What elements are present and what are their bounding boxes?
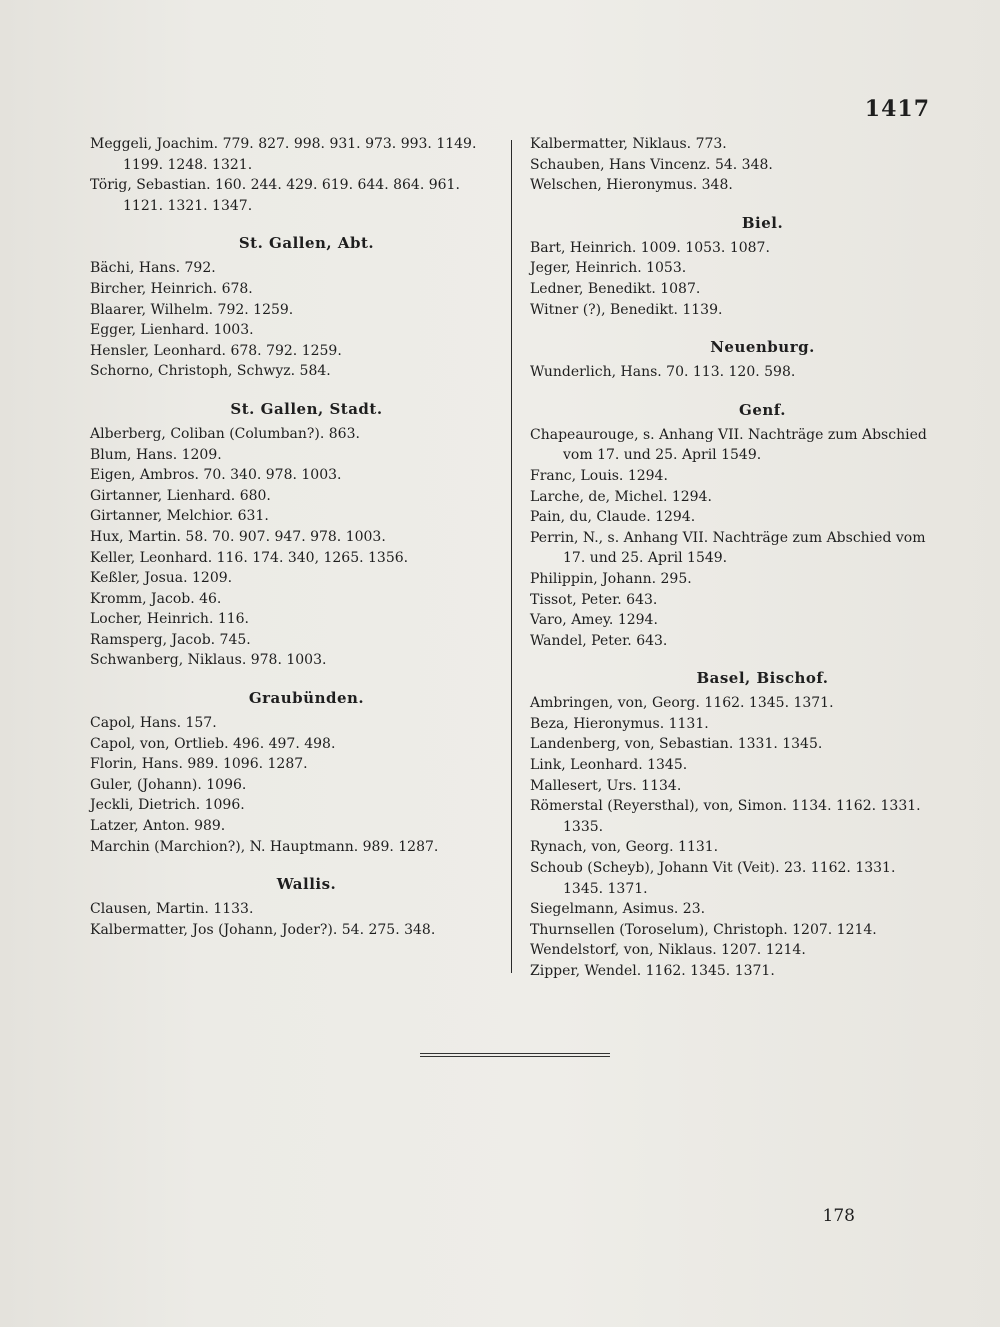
index-entry: Latzer, Anton. 989. (90, 818, 226, 835)
index-entry: Hux, Martin. 58. 70. 907. 947. 978. 1003. (90, 528, 386, 545)
index-entry: Kalbermatter, Niklaus. 773. (530, 136, 727, 152)
index-entry: Zipper, Wendel. 1162. 1345. 1371. (530, 963, 775, 979)
index-entry: Link, Leonhard. 1345. (530, 757, 688, 774)
index-entry: Landenberg, von, Sebastian. 1331. 1345. (530, 736, 823, 753)
section-heading: Graubünden. (248, 689, 365, 708)
signature-number: 178 (822, 1206, 855, 1226)
index-entry: Beza, Hieronymus. 1131. (530, 715, 709, 732)
index-entry: Schauben, Hans Vincenz. 54. 348. (530, 156, 773, 173)
index-entry: Girtanner, Melchior. 631. (90, 508, 269, 525)
index-entry: Girtanner, Lienhard. 680. (90, 487, 271, 504)
index-entry: Thurnsellen (Toroselum), Christoph. 1207. 1214. (530, 921, 877, 938)
index-entry: Welschen, Hieronymus. 348. (530, 177, 733, 194)
index-entry: Alberberg, Coliban (Columban?). 863. (90, 425, 360, 442)
index-entry: Schoub (Scheyb), Johann Vit (Veit). 23. 1162. 1331. 1345. 1371. (530, 860, 896, 897)
index-entry: Törig, Sebastian. 160. 244. 429. 619. 644. 864. 961. 1121. 1321. 1347. (90, 177, 460, 214)
index-entry: Varo, Amey. 1294. (530, 612, 658, 629)
section-heading: Wallis. (276, 875, 337, 894)
section-heading: St. Gallen, Stadt. (230, 399, 383, 418)
index-entry: Eigen, Ambros. 70. 340. 978. 1003. (90, 467, 342, 484)
index-entry: Marchin (Marchion?), N. Hauptmann. 989. 1287. (90, 838, 439, 855)
index-entry: Chapeaurouge, s. Anhang VII. Nachträge zum Abschied vom 17. und 25. April 1549. (530, 426, 927, 464)
index-entry: Kalbermatter, Jos (Johann, Joder?). 54. 275. 348. (90, 921, 436, 938)
index-entry: Bächi, Hans. 792. (90, 260, 216, 277)
index-entry: Schwanberg, Niklaus. 978. 1003. (90, 652, 327, 669)
left-column (90, 134, 495, 940)
index-entry: Jeger, Heinrich. 1053. (530, 260, 687, 277)
index-entry: Witner (?), Benedikt. 1139. (530, 301, 723, 318)
index-entry: Clausen, Martin. 1133. (90, 901, 254, 918)
index-entry: Kromm, Jacob. 46. (90, 590, 222, 607)
index-entry: Tissot, Peter. 643. (530, 591, 658, 608)
index-entry: Siegelmann, Asimus. 23. (530, 901, 706, 918)
index-entry: Capol, Hans. 157. (90, 715, 217, 732)
column-divider (511, 140, 512, 973)
index-entry: Egger, Lienhard. 1003. (90, 322, 254, 339)
index-entry: Capol, von, Ortlieb. 496. 497. 498. (90, 735, 336, 752)
index-entry: Blum, Hans. 1209. (90, 446, 222, 463)
index-entry: Ambringen, von, Georg. 1162. 1345. 1371. (530, 695, 834, 712)
index-entry: Ledner, Benedikt. 1087. (530, 280, 701, 297)
section-heading: Biel. (741, 213, 784, 232)
index-entry: Bart, Heinrich. 1009. 1053. 1087. (530, 239, 770, 256)
section-heading: St. Gallen, Abt. (238, 234, 375, 253)
index-entry: Rynach, von, Georg. 1131. (530, 839, 719, 856)
index-entry: Philippin, Johann. 295. (530, 570, 692, 587)
right-column (530, 134, 935, 982)
page-number: 1417 (864, 96, 930, 122)
index-entry: Meggeli, Joachim. 779. 827. 998. 931. 973. 993. 1149. 1199. 1248. 1321. (90, 136, 477, 173)
index-entry: Römerstal (Reyersthal), von, Simon. 1134. 1162. 1331. 1335. (530, 798, 921, 835)
index-entry: Pain, du, Claude. 1294. (530, 509, 696, 526)
index-entry: Florin, Hans. 989. 1096. 1287. (90, 756, 308, 773)
index-entry: Franc, Louis. 1294. (530, 467, 668, 484)
index-entry: Wunderlich, Hans. 70. 113. 120. 598. (530, 364, 796, 381)
index-entry: Keller, Leonhard. 116. 174. 340, 1265. 1356. (90, 549, 409, 566)
index-entry: Hensler, Leonhard. 678. 792. 1259. (90, 342, 342, 359)
index-entry: Mallesert, Urs. 1134. (530, 777, 682, 794)
index-entry: Bircher, Heinrich. 678. (90, 280, 253, 297)
index-entry: Schorno, Christoph, Schwyz. 584. (90, 363, 331, 380)
index-entry: Locher, Heinrich. 116. (90, 611, 250, 628)
index-entry: Wendelstorf, von, Niklaus. 1207. 1214. (530, 942, 806, 959)
index-entry: Guler, (Johann). 1096. (90, 776, 247, 793)
index-entry: Keßler, Josua. 1209. (90, 570, 233, 587)
index-entry: Wandel, Peter. 643. (530, 632, 668, 649)
closing-ornament-rule (420, 1053, 610, 1058)
index-entry: Blaarer, Wilhelm. 792. 1259. (90, 301, 294, 318)
section-heading: Basel, Bischof. (696, 669, 829, 688)
section-heading: Genf. (739, 400, 786, 419)
index-entry: Jeckli, Dietrich. 1096. (90, 797, 245, 814)
index-entry: Perrin, N., s. Anhang VII. Nachträge zum Abschied vom 17. und 25. April 1549. (530, 529, 926, 567)
section-heading: Neuenburg. (710, 338, 815, 357)
index-entry: Ramsperg, Jacob. 745. (90, 631, 251, 648)
index-entry: Larche, de, Michel. 1294. (530, 488, 712, 505)
